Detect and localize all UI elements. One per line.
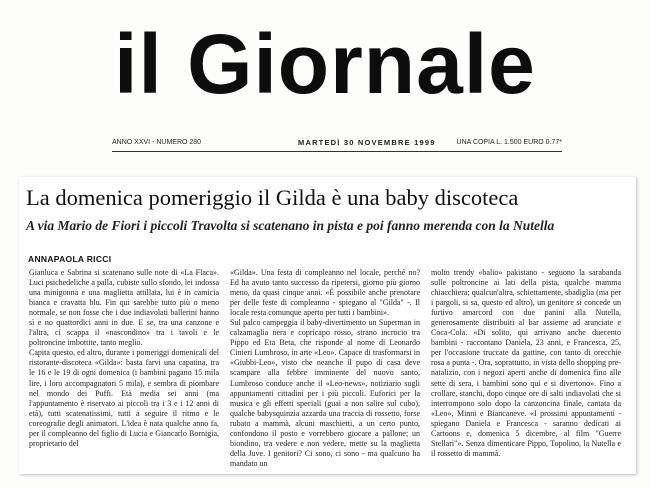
issue-number: ANNO XXVI - NUMERO 280 [112, 139, 202, 146]
article-headline: La domenica pomeriggio il Gilda è una baby discoteca [26, 185, 519, 210]
article-subhead: A via Mario de Fiori i piccoli Travolta si scatenano in pista e poi fanno merenda con la Nutella [26, 218, 555, 233]
article-column-1 [29, 268, 219, 468]
article-column-3 [431, 268, 621, 468]
masthead-title: il Giornale [114, 17, 536, 111]
issue-price: UNA COPIA L. 1.500 EURO 0.77* [456, 139, 562, 146]
column-1-paragraph-2: Capita questo, ed altro, durante i pomeriggi domenicali del ristorante-discoteca «Gilda»: basta farvi una capatina, tra le 16 e le 19 di ogni domenica (i bambini pagano 15 mila lire, i loro accompagnatori 5 mila), e sembra di piombare nel mondo dei Puffi. Età media sei anni (ma l'appuntamento è riservato ai piccoli tra i 3 e i 12 anni di età), tutti scatenatissimi, tutti a seguire il ritmo e le coreografie degli animatori. L'idea è nata qualche anno fa, per il compleanno del figlio di Lucia e Giancarlo Bornigia, proprietario del [29, 348, 219, 448]
article-column-2 [230, 268, 420, 468]
masthead-rule [112, 151, 562, 152]
column-3-paragraph-1: molto trendy «balio» pakistano - seguono la sarabanda sulle poltroncine ai lati della pista, qualche mamma chiacchiera; qualcun'altra, schiettamente, sbadiglia (ma per i pargoli, si sa, questo ed altro), un genitore si concede un furtivo amarcord con due panini alla Nutella, generosamente distribuiti al bar assieme ad aranciate e Coca-Cola. «Di solito, qui arrivano anche duecento bambini - raccontano Daniela, 23 anni, e Francesca, 25, per l'occasione truccate da gattine, con tanto di orecchie rosa a punta -. Ora, soprattutto, in vista dello shopping pre-natalizio, con i negozi aperti anche di domenica fino alle sette di sera, i bambini sono qui e si divertono». Fino a crollare, stanchi, dopo cinque ore di salti indiavolati che si interrompono solo dopo la canzoncina finale, cantata da «Leo», Minni e Biancaneve. «I prossimi appuntamenti - spiegano Daniela e Francesca - saranno dedicati ai Cartoons e, domenica 5 dicembre, al film "Guerre Stellari"». Senza dimenticare Pippo, Topolino, la Nutella e il rossetto di mammà. [431, 268, 621, 458]
article-byline: ANNAPAOLA RICCI [28, 254, 112, 264]
article-clipping [19, 177, 636, 474]
column-2-paragraph-1: «Gilda». Una festa di compleanno nel locale, perché no? Ed ha avuto tanto successo da ripetersi, giorno più giorno meno, da quasi cinque anni. «È possibile anche prenotare per delle feste di compleanno - spiegano al "Gilda" -. Il locale resta comunque aperto per tutti i bambini». [230, 268, 420, 318]
issue-date: MARTEDÌ 30 NOVEMBRE 1999 [298, 138, 436, 147]
masthead-info-bar [112, 139, 562, 151]
column-2-paragraph-2: Sul palco campeggia il baby-divertimento un Superman in calzamaglia nera e copricapo rosso, strano incrocio tra Pippo ed Eta Beta, che risponde al nome di Leonardo Cinieri Lumbroso, in arte «Leo». Capace di trasformarsi in «Giubbi-Leo», visto che neanche il pupo di casa deve scampare alla febbre imminente del nuovo santo, Lumbroso conduce anche il «Leo-news», notiziario sugli appuntamenti cittadini per i più piccoli. Euforici per la musica e gli effetti speciali (guai a non salire sul cubo), qualche babysquinzia azzarda una traccia di rossetto, forse rubato a mammà, alcuni maschietti, a un certo punto, confondono il posto e vorrebbero giocare a pallone; un biondino, tra vedere e non vedere, mette su la maglietta della Juve. I genitori? Ci sono, ci sono - ma qualcuno ha mandato un [230, 318, 420, 468]
column-1-paragraph-1: Gianluca e Sabrina si scatenano sulle note di «La Flaca». Luci psichedeliche a palla, cubiste sullo sfondo, lei indossa una minigonna e una maglietta attillata, lui è in camicia bianca e cravatta blu. Fin qui sarebbe tutto più o meno normale, se non fosse che i due indiavolati ballerini hanno sì e no quattordici anni in due. E se, tra una canzone e l'altra, ci scappa il «nascondino» tra i tavoli e le poltroncine imbottite, tanto meglio. [29, 268, 219, 348]
